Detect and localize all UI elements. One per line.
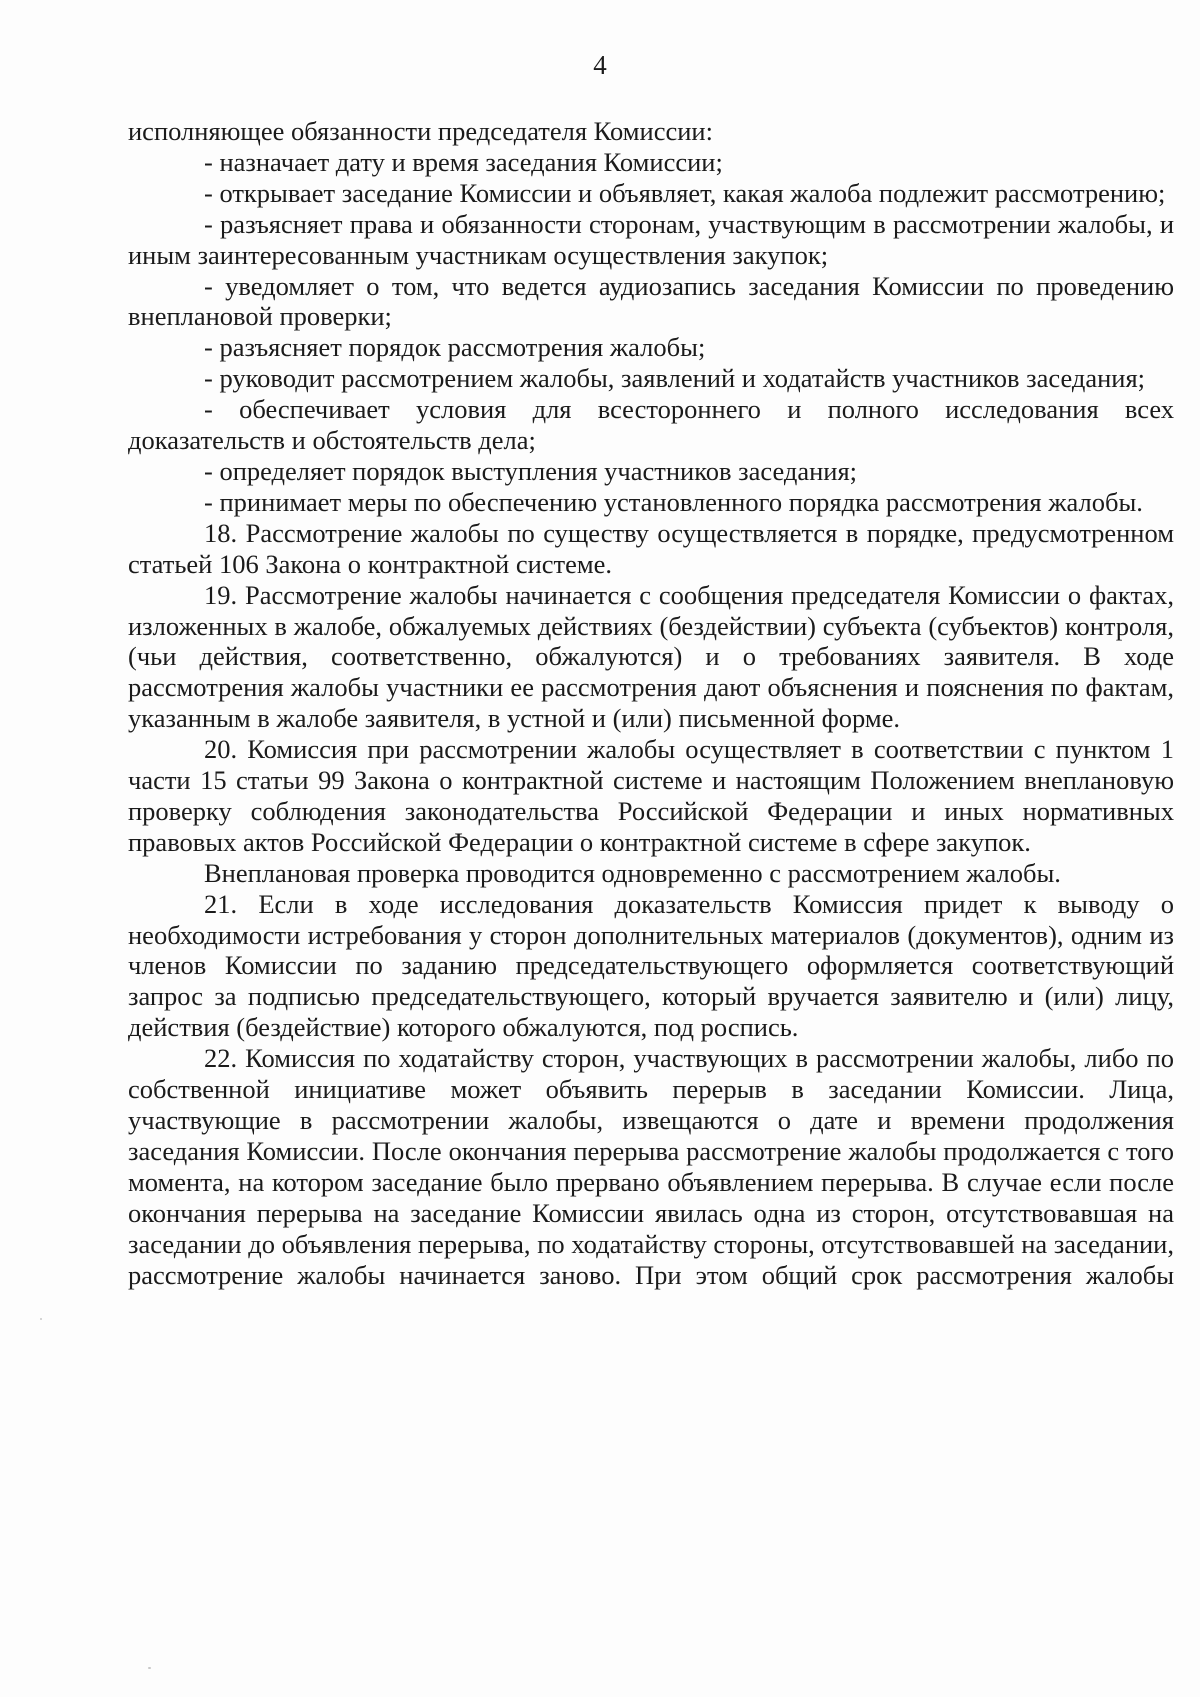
document-body [128, 116, 1174, 1290]
list-item-lead-review: - руководит рассмотрением жалобы, заявлений и ходатайств участников заседания; [204, 363, 1146, 394]
paragraph-18: 18. Рассмотрение жалобы по существу осуществляется в порядке, предусмотренном статьей 106 Закона о контрактной системе. [128, 517, 1174, 579]
paragraph-19: 19. Рассмотрение жалобы начинается с сообщения председателя Комиссии о фактах, изложенных в жалобе, обжалуемых действиях (бездействии) субъекта (субъектов) контроля, (чьи действия, соответственно, обжалуются) и о требованиях заявителя. В ходе рассмотрения жалобы участники ее рассмотрения дают объяснения и пояснения по фактам, указанным в жалобе заявителя, в устной и (или) письменной форме. [128, 579, 1174, 734]
scan-speck [148, 1667, 151, 1669]
paragraph-intro: исполняющее обязанности председателя Комиссии: [128, 116, 713, 146]
list-item-notify-recording: - уведомляет о том, что ведется аудиозапись заседания Комиссии по проведению внеплановой проверки; [128, 270, 1174, 332]
list-item-open-session: - открывает заседание Комиссии и объявляет, какая жалоба подлежит рассмотрению; [204, 177, 1166, 208]
list-item-explain-procedure: - разъясняет порядок рассмотрения жалобы; [204, 332, 706, 363]
page-number: 4 [593, 50, 607, 80]
list-item-maintain-order: - принимает меры по обеспечению установленного порядка рассмотрения жалобы. [204, 486, 1143, 517]
list-item-set-date: - назначает дату и время заседания Комиссии; [204, 146, 723, 177]
paragraph-20: 20. Комиссия при рассмотрении жалобы осуществляет в соответствии с пунктом 1 части 15 статьи 99 Закона о контрактной системе и настоящим Положением внеплановую проверку соблюдения законодательства Российской Федерации и иных нормативных правовых актов Российской Федерации о контрактной системе в сфере закупок. [128, 734, 1174, 857]
paragraph-21: 21. Если в ходе исследования доказательств Комиссия придет к выводу о необходимости истребования у сторон дополнительных материалов (документов), одним из членов Комиссии по заданию председательствующего оформляется соответствующий запрос за подписью председательствующего, который вручается заявителю и (или) лицу, действия (бездействие) которого обжалуются, под роспись. [128, 888, 1174, 1043]
list-item-speaking-order: - определяет порядок выступления участников заседания; [204, 455, 858, 486]
scan-speck [40, 1318, 42, 1320]
paragraph-unscheduled-check: Внеплановая проверка проводится одновременно с рассмотрением жалобы. [204, 857, 1061, 888]
paragraph-22: 22. Комиссия по ходатайству сторон, участвующих в рассмотрении жалобы, либо по собственной инициативе может объявить перерыв в заседании Комиссии. Лица, участвующие в рассмотрении жалобы, извещаются о дате и времени продолжения заседания Комиссии. После окончания перерыва рассмотрение жалобы продолжается с того момента, на котором заседание было прервано объявлением перерыва. В случае если после окончания перерыва на заседание Комиссии явилась одна из сторон, отсутствовавшая на заседании до объявления перерыва, по ходатайству стороны, отсутствовавшей на заседании, рассмотрение жалобы начинается заново. При этом общий срок рассмотрения жалобы [128, 1043, 1174, 1290]
list-item-explain-rights: - разъясняет права и обязанности сторонам, участвующим в рассмотрении жалобы, и иным заинтересованным участникам осуществления закупок; [128, 208, 1174, 270]
list-item-ensure-conditions: - обеспечивает условия для всестороннего и полного исследования всех доказательств и обстоятельств дела; [128, 394, 1174, 456]
